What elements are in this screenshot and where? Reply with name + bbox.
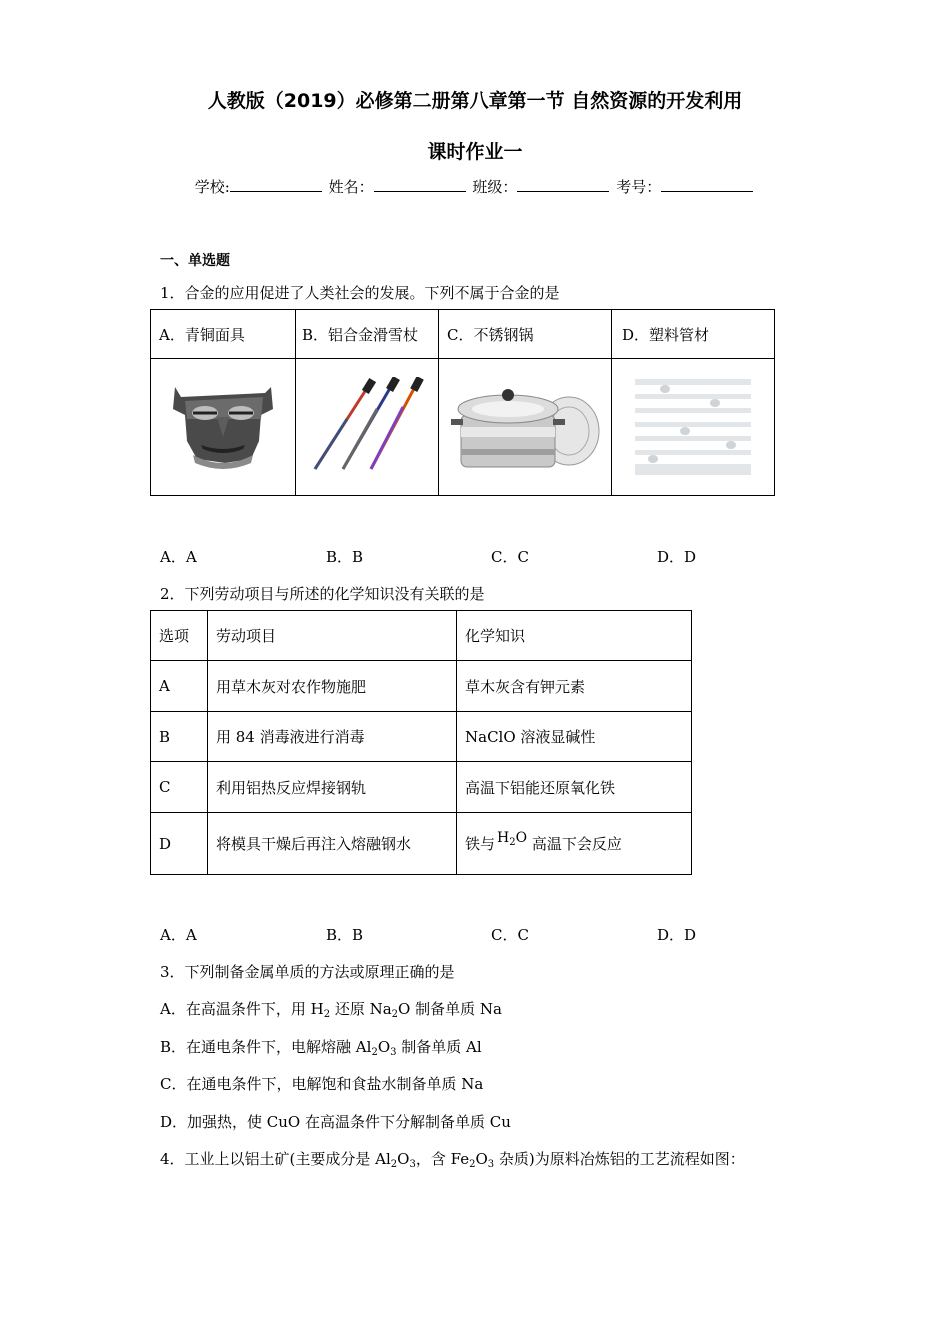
q2-row-knowledge: 铁与 $H_2O$ 高温下会反应 xyxy=(457,813,692,875)
q1-option-b[interactable]: B．B xyxy=(326,548,364,566)
q2-row-option: C xyxy=(151,762,208,813)
q2-header-knowledge: 化学知识 xyxy=(457,611,692,661)
blank-number[interactable] xyxy=(661,177,753,192)
table-row xyxy=(151,661,692,712)
q2-row-knowledge: NaClO 溶液显碱性 xyxy=(457,712,692,762)
q2-stem: 2．下列劳动项目与所述的化学知识没有关联的是 xyxy=(160,585,485,603)
q1-option-a[interactable]: A．A xyxy=(160,548,197,566)
field-name: 姓名： xyxy=(328,178,374,196)
ski-poles-image xyxy=(307,377,427,477)
q2-row-work: 用 84 消毒液进行消毒 xyxy=(208,712,457,762)
q2-header-work: 劳动项目 xyxy=(208,611,457,661)
q1-img-a xyxy=(151,359,296,496)
q1-table xyxy=(150,309,775,496)
q1-img-d xyxy=(612,359,775,496)
field-class: 班级： xyxy=(472,178,518,196)
q1-cell-d: D．塑料管材 xyxy=(612,310,775,359)
q2-row-work: 利用铝热反应焊接钢轨 xyxy=(208,762,457,813)
q2-row-option: D xyxy=(151,813,208,875)
q2-row-work: 用草木灰对农作物施肥 xyxy=(208,661,457,712)
field-number: 考号： xyxy=(616,178,662,196)
q3-stem: 3．下列制备金属单质的方法或原理正确的是 xyxy=(160,963,455,981)
section-heading: 一、单选题 xyxy=(160,253,230,269)
q1-cell-b: B．铝合金滑雪杖 xyxy=(296,310,439,359)
table-row xyxy=(151,712,692,762)
q3-option-d[interactable]: D．加强热，使 CuO 在高温条件下分解制备单质 Cu xyxy=(160,1113,511,1131)
doc-title: 人教版（2019）必修第二册第八章第一节 自然资源的开发利用 xyxy=(207,90,743,112)
q4-stem: 4．工业上以铝土矿(主要成分是 $Al_2O_3$，含 $Fe_2O_3$ 杂质)为原料冶炼铝的工艺流程如图： xyxy=(160,1150,745,1170)
q2-row-knowledge: 高温下铝能还原氧化铁 xyxy=(457,762,692,813)
q2-header-option: 选项 xyxy=(151,611,208,661)
table-row xyxy=(151,813,692,875)
bronze-mask-image xyxy=(167,379,279,475)
steamer-pot-image xyxy=(449,379,601,475)
q1-option-d[interactable]: D．D xyxy=(657,548,697,566)
field-school: 学校: xyxy=(194,178,230,196)
q2-row-work: 将模具干燥后再注入熔融钢水 xyxy=(208,813,457,875)
plastic-pipes-image xyxy=(635,379,751,475)
q2-option-a[interactable]: A．A xyxy=(160,926,197,944)
q3-option-a[interactable]: A．在高温条件下，用 $H_2$ 还原 $Na_2O$ 制备单质 Na xyxy=(160,1000,502,1020)
table-row xyxy=(151,762,692,813)
q2-option-c[interactable]: C．C xyxy=(491,926,529,944)
q1-option-c[interactable]: C．C xyxy=(491,548,529,566)
q2-row-knowledge: 草木灰含有钾元素 xyxy=(457,661,692,712)
q2-table xyxy=(150,610,692,875)
q1-img-b xyxy=(296,359,439,496)
water-formula: $H_2O$ xyxy=(497,830,528,848)
q2-row-option: A xyxy=(151,661,208,712)
student-info xyxy=(0,176,950,197)
q1-cell-a: A．青铜面具 xyxy=(151,310,296,359)
q2-option-d[interactable]: D．D xyxy=(657,926,697,944)
blank-class[interactable] xyxy=(517,177,609,192)
q2-row-option: B xyxy=(151,712,208,762)
q1-stem: 1．合金的应用促进了人类社会的发展。下列不属于合金的是 xyxy=(160,284,560,302)
q1-img-c xyxy=(439,359,612,496)
q3-option-b[interactable]: B．在通电条件下，电解熔融 $Al_2O_3$ 制备单质 Al xyxy=(160,1038,482,1058)
blank-name[interactable] xyxy=(374,177,466,192)
q1-cell-c: C．不锈钢锅 xyxy=(439,310,612,359)
blank-school[interactable] xyxy=(230,177,322,192)
doc-subtitle: 课时作业一 xyxy=(427,141,523,163)
q2-option-b[interactable]: B．B xyxy=(326,926,364,944)
q3-option-c[interactable]: C．在通电条件下，电解饱和食盐水制备单质 Na xyxy=(160,1075,484,1093)
